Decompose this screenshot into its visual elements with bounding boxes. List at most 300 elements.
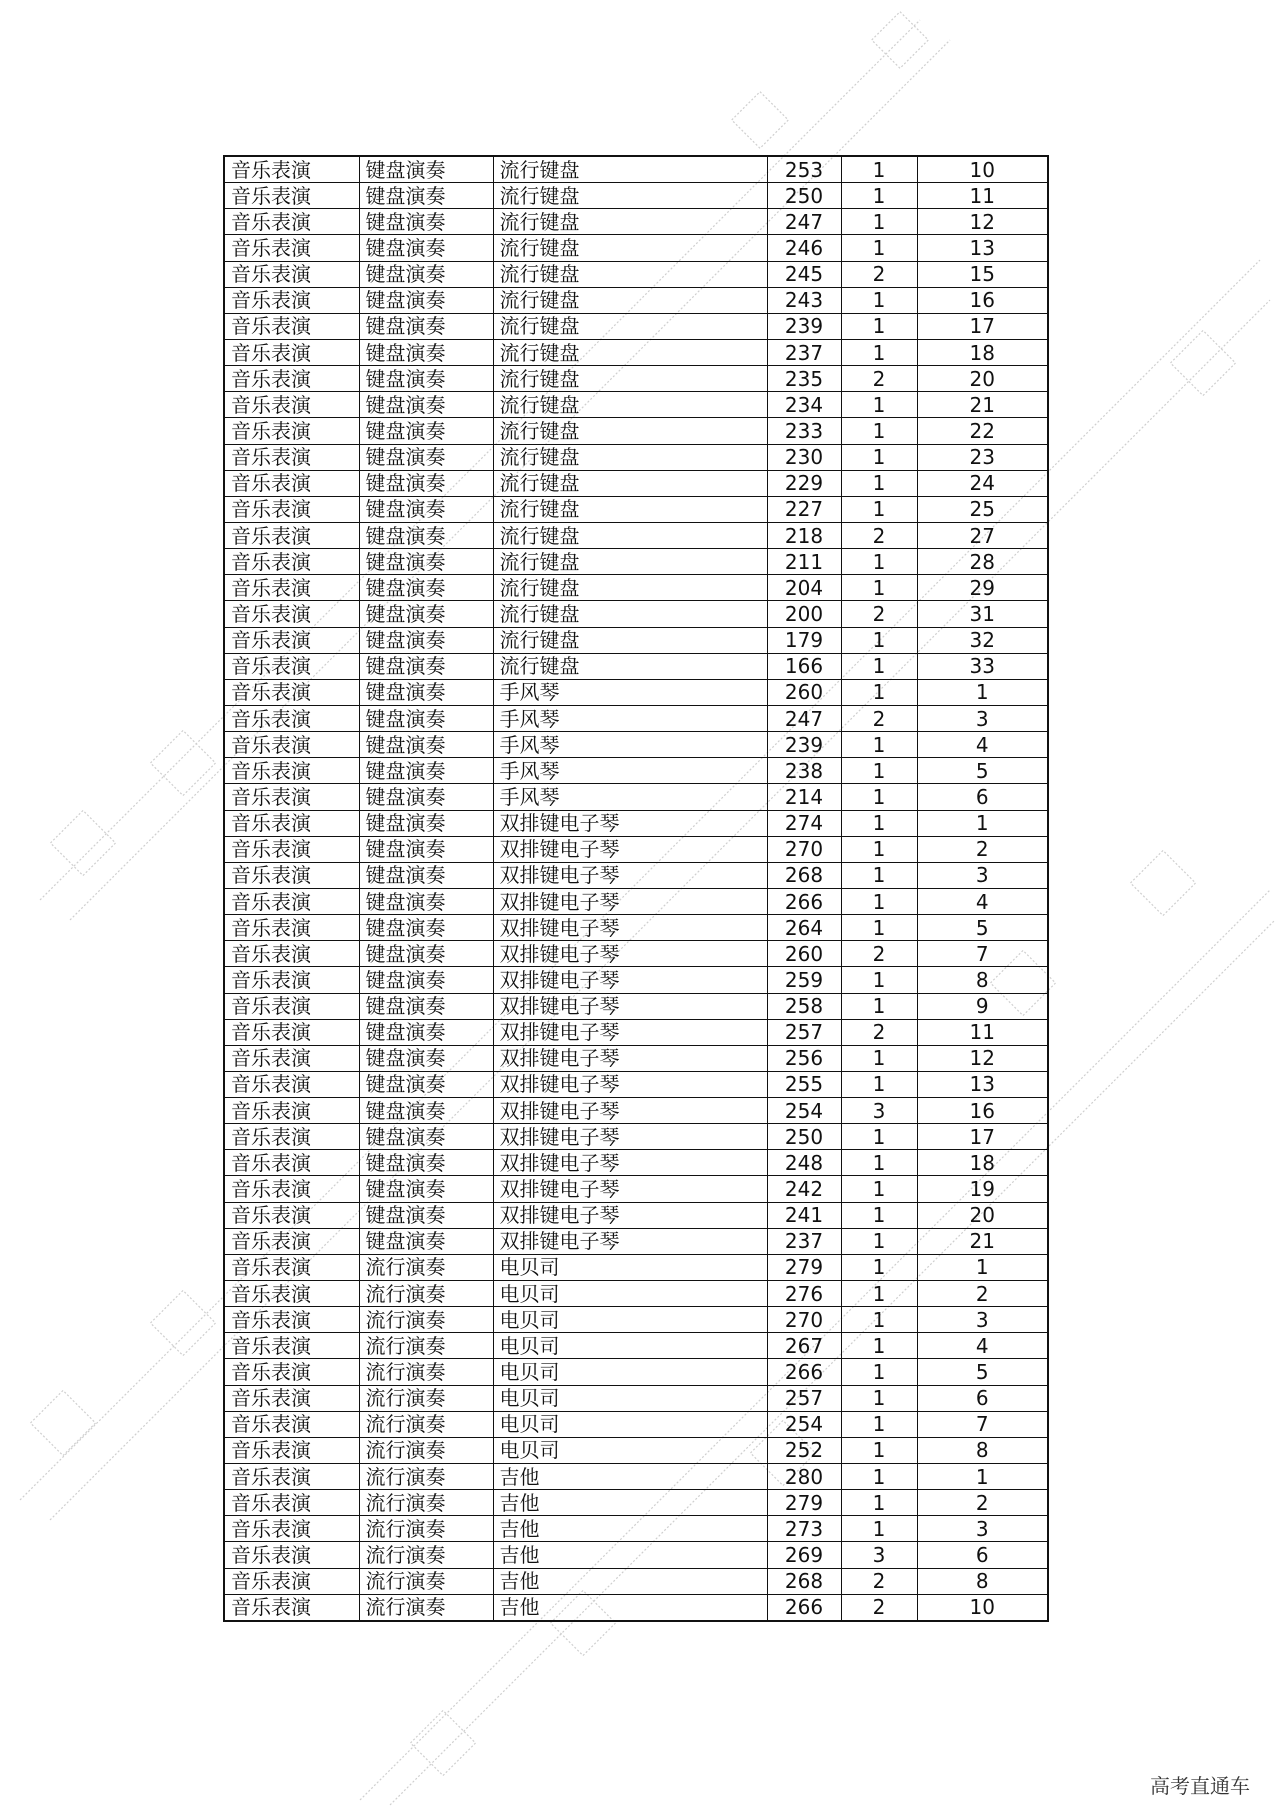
cell-discipline: 音乐表演 (224, 1254, 359, 1280)
cell-count: 1 (841, 418, 917, 444)
cell-score: 279 (767, 1254, 841, 1280)
cell-instrument: 吉他 (493, 1464, 767, 1490)
cell-rank: 25 (917, 496, 1048, 522)
table-row (224, 1437, 1048, 1463)
cell-rank: 1 (917, 810, 1048, 836)
cell-category: 键盘演奏 (359, 732, 493, 758)
cell-rank: 33 (917, 653, 1048, 679)
cell-category: 流行演奏 (359, 1437, 493, 1463)
cell-score: 166 (767, 653, 841, 679)
cell-count: 1 (841, 549, 917, 575)
cell-discipline: 音乐表演 (224, 261, 359, 287)
cell-score: 250 (767, 183, 841, 209)
cell-instrument: 双排键电子琴 (493, 1071, 767, 1097)
cell-category: 流行演奏 (359, 1464, 493, 1490)
cell-discipline: 音乐表演 (224, 993, 359, 1019)
cell-discipline: 音乐表演 (224, 705, 359, 731)
cell-count: 1 (841, 627, 917, 653)
table-row (224, 549, 1048, 575)
cell-score: 258 (767, 993, 841, 1019)
cell-count: 1 (841, 862, 917, 888)
cell-rank: 21 (917, 392, 1048, 418)
cell-category: 键盘演奏 (359, 784, 493, 810)
table-row (224, 967, 1048, 993)
cell-category: 键盘演奏 (359, 235, 493, 261)
cell-discipline: 音乐表演 (224, 1150, 359, 1176)
cell-rank: 11 (917, 1019, 1048, 1045)
cell-instrument: 流行键盘 (493, 339, 767, 365)
cell-instrument: 吉他 (493, 1594, 767, 1621)
cell-discipline: 音乐表演 (224, 156, 359, 183)
cell-score: 237 (767, 1228, 841, 1254)
cell-category: 键盘演奏 (359, 549, 493, 575)
cell-score: 266 (767, 888, 841, 914)
cell-count: 3 (841, 1098, 917, 1124)
table-row (224, 732, 1048, 758)
table-row (224, 836, 1048, 862)
cell-category: 流行演奏 (359, 1359, 493, 1385)
cell-rank: 27 (917, 522, 1048, 548)
cell-discipline: 音乐表演 (224, 1071, 359, 1097)
table-row (224, 1516, 1048, 1542)
cell-count: 1 (841, 1281, 917, 1307)
cell-category: 流行演奏 (359, 1516, 493, 1542)
cell-rank: 9 (917, 993, 1048, 1019)
cell-instrument: 电贝司 (493, 1307, 767, 1333)
cell-score: 239 (767, 313, 841, 339)
cell-instrument: 双排键电子琴 (493, 915, 767, 941)
cell-discipline: 音乐表演 (224, 1542, 359, 1568)
cell-score: 243 (767, 287, 841, 313)
cell-count: 2 (841, 941, 917, 967)
cell-instrument: 流行键盘 (493, 496, 767, 522)
table-row (224, 1385, 1048, 1411)
cell-category: 键盘演奏 (359, 888, 493, 914)
cell-instrument: 流行键盘 (493, 366, 767, 392)
cell-count: 1 (841, 1359, 917, 1385)
cell-discipline: 音乐表演 (224, 601, 359, 627)
cell-category: 流行演奏 (359, 1490, 493, 1516)
cell-discipline: 音乐表演 (224, 444, 359, 470)
cell-score: 279 (767, 1490, 841, 1516)
cell-category: 键盘演奏 (359, 915, 493, 941)
cell-count: 1 (841, 810, 917, 836)
cell-score: 266 (767, 1359, 841, 1385)
cell-count: 1 (841, 209, 917, 235)
cell-instrument: 电贝司 (493, 1254, 767, 1280)
cell-rank: 16 (917, 1098, 1048, 1124)
cell-count: 1 (841, 1307, 917, 1333)
cell-category: 键盘演奏 (359, 993, 493, 1019)
cell-score: 260 (767, 679, 841, 705)
cell-count: 1 (841, 1202, 917, 1228)
cell-score: 276 (767, 1281, 841, 1307)
cell-rank: 20 (917, 366, 1048, 392)
cell-discipline: 音乐表演 (224, 1228, 359, 1254)
table-row (224, 1071, 1048, 1097)
cell-instrument: 双排键电子琴 (493, 1124, 767, 1150)
cell-instrument: 流行键盘 (493, 522, 767, 548)
cell-category: 流行演奏 (359, 1568, 493, 1594)
cell-category: 键盘演奏 (359, 653, 493, 679)
cell-discipline: 音乐表演 (224, 1202, 359, 1228)
cell-count: 1 (841, 444, 917, 470)
cell-score: 179 (767, 627, 841, 653)
table-row (224, 1333, 1048, 1359)
cell-score: 255 (767, 1071, 841, 1097)
cell-instrument: 手风琴 (493, 705, 767, 731)
cell-instrument: 流行键盘 (493, 313, 767, 339)
cell-count: 1 (841, 1124, 917, 1150)
table-row (224, 679, 1048, 705)
table-row (224, 1019, 1048, 1045)
table-row (224, 627, 1048, 653)
cell-rank: 31 (917, 601, 1048, 627)
cell-score: 246 (767, 235, 841, 261)
cell-rank: 10 (917, 1594, 1048, 1621)
cell-score: 230 (767, 444, 841, 470)
cell-score: 264 (767, 915, 841, 941)
table-row (224, 575, 1048, 601)
cell-discipline: 音乐表演 (224, 1281, 359, 1307)
cell-category: 键盘演奏 (359, 418, 493, 444)
cell-discipline: 音乐表演 (224, 888, 359, 914)
cell-instrument: 双排键电子琴 (493, 1176, 767, 1202)
cell-score: 211 (767, 549, 841, 575)
cell-count: 2 (841, 261, 917, 287)
cell-rank: 1 (917, 679, 1048, 705)
cell-category: 流行演奏 (359, 1385, 493, 1411)
cell-category: 键盘演奏 (359, 261, 493, 287)
cell-rank: 21 (917, 1228, 1048, 1254)
cell-count: 1 (841, 1254, 917, 1280)
cell-instrument: 手风琴 (493, 784, 767, 810)
cell-count: 2 (841, 1594, 917, 1621)
table-row (224, 522, 1048, 548)
cell-category: 键盘演奏 (359, 601, 493, 627)
cell-rank: 11 (917, 183, 1048, 209)
table-row (224, 1098, 1048, 1124)
cell-rank: 3 (917, 705, 1048, 731)
table-row (224, 209, 1048, 235)
cell-discipline: 音乐表演 (224, 183, 359, 209)
cell-score: 252 (767, 1437, 841, 1463)
cell-rank: 18 (917, 339, 1048, 365)
footer-brand: 高考直通车 (1150, 1774, 1250, 1798)
cell-category: 键盘演奏 (359, 287, 493, 313)
cell-instrument: 双排键电子琴 (493, 1150, 767, 1176)
cell-rank: 2 (917, 1281, 1048, 1307)
cell-count: 1 (841, 732, 917, 758)
cell-instrument: 双排键电子琴 (493, 862, 767, 888)
cell-rank: 13 (917, 1071, 1048, 1097)
cell-count: 1 (841, 758, 917, 784)
cell-category: 键盘演奏 (359, 444, 493, 470)
cell-count: 2 (841, 705, 917, 731)
cell-rank: 29 (917, 575, 1048, 601)
cell-score: 233 (767, 418, 841, 444)
cell-score: 250 (767, 1124, 841, 1150)
cell-instrument: 流行键盘 (493, 444, 767, 470)
cell-instrument: 电贝司 (493, 1281, 767, 1307)
cell-rank: 8 (917, 1568, 1048, 1594)
cell-score: 273 (767, 1516, 841, 1542)
cell-score: 253 (767, 156, 841, 183)
cell-instrument: 电贝司 (493, 1411, 767, 1437)
cell-score: 238 (767, 758, 841, 784)
cell-instrument: 双排键电子琴 (493, 836, 767, 862)
table-row (224, 1150, 1048, 1176)
cell-discipline: 音乐表演 (224, 1411, 359, 1437)
cell-score: 227 (767, 496, 841, 522)
table-row (224, 1254, 1048, 1280)
table-row (224, 235, 1048, 261)
cell-rank: 1 (917, 1464, 1048, 1490)
table-row (224, 1490, 1048, 1516)
cell-rank: 8 (917, 1437, 1048, 1463)
cell-rank: 12 (917, 1045, 1048, 1071)
cell-rank: 19 (917, 1176, 1048, 1202)
cell-count: 1 (841, 1071, 917, 1097)
cell-discipline: 音乐表演 (224, 1045, 359, 1071)
cell-instrument: 双排键电子琴 (493, 1228, 767, 1254)
cell-instrument: 流行键盘 (493, 575, 767, 601)
cell-score: 254 (767, 1411, 841, 1437)
cell-rank: 6 (917, 784, 1048, 810)
cell-instrument: 流行键盘 (493, 470, 767, 496)
cell-instrument: 流行键盘 (493, 235, 767, 261)
cell-instrument: 吉他 (493, 1490, 767, 1516)
cell-instrument: 手风琴 (493, 758, 767, 784)
cell-rank: 17 (917, 1124, 1048, 1150)
cell-instrument: 流行键盘 (493, 549, 767, 575)
table-row (224, 1307, 1048, 1333)
cell-rank: 3 (917, 862, 1048, 888)
cell-discipline: 音乐表演 (224, 1307, 359, 1333)
cell-instrument: 双排键电子琴 (493, 993, 767, 1019)
cell-discipline: 音乐表演 (224, 1385, 359, 1411)
table-row (224, 1568, 1048, 1594)
cell-score: 218 (767, 522, 841, 548)
cell-instrument: 流行键盘 (493, 183, 767, 209)
cell-rank: 4 (917, 1333, 1048, 1359)
cell-instrument: 手风琴 (493, 679, 767, 705)
cell-rank: 7 (917, 1411, 1048, 1437)
cell-rank: 13 (917, 235, 1048, 261)
cell-discipline: 音乐表演 (224, 287, 359, 313)
cell-instrument: 双排键电子琴 (493, 888, 767, 914)
cell-category: 键盘演奏 (359, 836, 493, 862)
cell-category: 键盘演奏 (359, 575, 493, 601)
table-row (224, 653, 1048, 679)
cell-score: 247 (767, 209, 841, 235)
cell-count: 1 (841, 1333, 917, 1359)
table-row (224, 784, 1048, 810)
cell-rank: 12 (917, 209, 1048, 235)
cell-rank: 20 (917, 1202, 1048, 1228)
cell-score: 239 (767, 732, 841, 758)
cell-discipline: 音乐表演 (224, 1019, 359, 1045)
cell-score: 257 (767, 1385, 841, 1411)
cell-count: 1 (841, 888, 917, 914)
cell-category: 流行演奏 (359, 1542, 493, 1568)
cell-category: 键盘演奏 (359, 209, 493, 235)
table-row (224, 1176, 1048, 1202)
table-row (224, 993, 1048, 1019)
cell-score: 257 (767, 1019, 841, 1045)
cell-score: 247 (767, 705, 841, 731)
table-row (224, 470, 1048, 496)
cell-category: 键盘演奏 (359, 522, 493, 548)
cell-count: 1 (841, 470, 917, 496)
cell-instrument: 流行键盘 (493, 627, 767, 653)
cell-category: 键盘演奏 (359, 1176, 493, 1202)
cell-discipline: 音乐表演 (224, 1490, 359, 1516)
cell-discipline: 音乐表演 (224, 653, 359, 679)
cell-discipline: 音乐表演 (224, 967, 359, 993)
cell-discipline: 音乐表演 (224, 732, 359, 758)
cell-count: 2 (841, 366, 917, 392)
cell-rank: 7 (917, 941, 1048, 967)
table-row (224, 1464, 1048, 1490)
table-row (224, 339, 1048, 365)
cell-rank: 5 (917, 915, 1048, 941)
cell-discipline: 音乐表演 (224, 1124, 359, 1150)
cell-instrument: 吉他 (493, 1542, 767, 1568)
cell-score: 237 (767, 339, 841, 365)
cell-discipline: 音乐表演 (224, 549, 359, 575)
cell-rank: 6 (917, 1385, 1048, 1411)
cell-score: 235 (767, 366, 841, 392)
cell-score: 280 (767, 1464, 841, 1490)
cell-discipline: 音乐表演 (224, 470, 359, 496)
cell-instrument: 双排键电子琴 (493, 967, 767, 993)
cell-discipline: 音乐表演 (224, 1464, 359, 1490)
cell-discipline: 音乐表演 (224, 862, 359, 888)
cell-rank: 3 (917, 1516, 1048, 1542)
cell-discipline: 音乐表演 (224, 679, 359, 705)
cell-instrument: 双排键电子琴 (493, 810, 767, 836)
cell-count: 1 (841, 313, 917, 339)
cell-category: 流行演奏 (359, 1281, 493, 1307)
cell-count: 1 (841, 1490, 917, 1516)
table-row (224, 496, 1048, 522)
cell-score: 266 (767, 1594, 841, 1621)
cell-score: 267 (767, 1333, 841, 1359)
cell-category: 键盘演奏 (359, 392, 493, 418)
cell-count: 1 (841, 653, 917, 679)
cell-instrument: 电贝司 (493, 1385, 767, 1411)
cell-instrument: 流行键盘 (493, 653, 767, 679)
cell-discipline: 音乐表演 (224, 627, 359, 653)
cell-score: 268 (767, 1568, 841, 1594)
cell-score: 241 (767, 1202, 841, 1228)
table-row (224, 392, 1048, 418)
cell-rank: 28 (917, 549, 1048, 575)
cell-category: 流行演奏 (359, 1411, 493, 1437)
table-row (224, 1202, 1048, 1228)
cell-discipline: 音乐表演 (224, 496, 359, 522)
cell-instrument: 电贝司 (493, 1437, 767, 1463)
cell-category: 键盘演奏 (359, 1019, 493, 1045)
cell-count: 1 (841, 183, 917, 209)
cell-rank: 24 (917, 470, 1048, 496)
cell-discipline: 音乐表演 (224, 836, 359, 862)
cell-score: 214 (767, 784, 841, 810)
cell-instrument: 双排键电子琴 (493, 1098, 767, 1124)
cell-category: 键盘演奏 (359, 810, 493, 836)
cell-rank: 16 (917, 287, 1048, 313)
cell-count: 2 (841, 522, 917, 548)
cell-category: 流行演奏 (359, 1333, 493, 1359)
cell-discipline: 音乐表演 (224, 1359, 359, 1385)
cell-instrument: 吉他 (493, 1516, 767, 1542)
cell-discipline: 音乐表演 (224, 915, 359, 941)
cell-category: 键盘演奏 (359, 705, 493, 731)
cell-category: 键盘演奏 (359, 470, 493, 496)
table-row (224, 601, 1048, 627)
cell-rank: 4 (917, 888, 1048, 914)
cell-rank: 2 (917, 1490, 1048, 1516)
cell-category: 键盘演奏 (359, 339, 493, 365)
cell-category: 键盘演奏 (359, 627, 493, 653)
table-row (224, 1228, 1048, 1254)
cell-score: 200 (767, 601, 841, 627)
table-row (224, 418, 1048, 444)
cell-count: 1 (841, 575, 917, 601)
cell-score: 234 (767, 392, 841, 418)
cell-rank: 17 (917, 313, 1048, 339)
cell-count: 1 (841, 836, 917, 862)
cell-count: 3 (841, 1542, 917, 1568)
cell-count: 1 (841, 339, 917, 365)
cell-count: 1 (841, 679, 917, 705)
table-row (224, 444, 1048, 470)
cell-discipline: 音乐表演 (224, 522, 359, 548)
cell-rank: 8 (917, 967, 1048, 993)
cell-score: 270 (767, 836, 841, 862)
table-row (224, 287, 1048, 313)
cell-category: 流行演奏 (359, 1254, 493, 1280)
cell-discipline: 音乐表演 (224, 392, 359, 418)
cell-category: 键盘演奏 (359, 862, 493, 888)
cell-category: 键盘演奏 (359, 496, 493, 522)
cell-category: 流行演奏 (359, 1307, 493, 1333)
cell-instrument: 电贝司 (493, 1333, 767, 1359)
cell-rank: 3 (917, 1307, 1048, 1333)
cell-discipline: 音乐表演 (224, 418, 359, 444)
table-row (224, 862, 1048, 888)
table-body (224, 156, 1048, 1621)
table-row (224, 1124, 1048, 1150)
cell-score: 270 (767, 1307, 841, 1333)
cell-rank: 2 (917, 836, 1048, 862)
table-row (224, 1411, 1048, 1437)
cell-discipline: 音乐表演 (224, 1176, 359, 1202)
cell-category: 键盘演奏 (359, 313, 493, 339)
table-row (224, 810, 1048, 836)
cell-category: 键盘演奏 (359, 1228, 493, 1254)
cell-discipline: 音乐表演 (224, 941, 359, 967)
cell-instrument: 流行键盘 (493, 156, 767, 183)
table-row (224, 366, 1048, 392)
cell-count: 1 (841, 1516, 917, 1542)
cell-count: 1 (841, 287, 917, 313)
cell-count: 1 (841, 784, 917, 810)
cell-score: 260 (767, 941, 841, 967)
cell-discipline: 音乐表演 (224, 1516, 359, 1542)
table-row (224, 758, 1048, 784)
